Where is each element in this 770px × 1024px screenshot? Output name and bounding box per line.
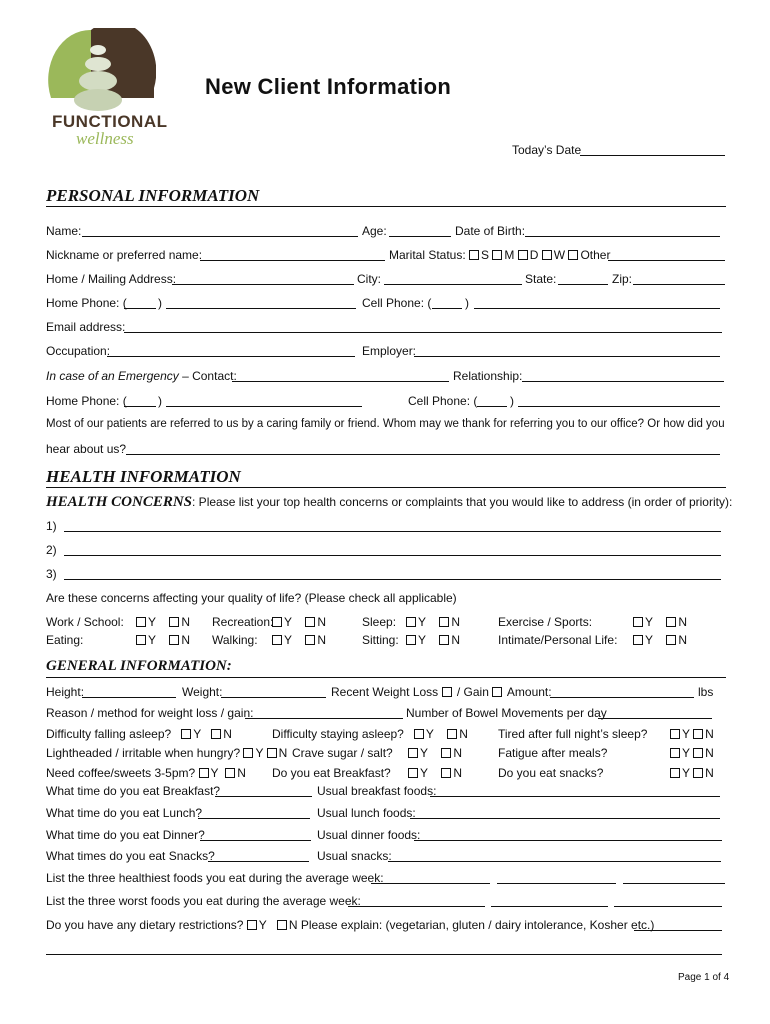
diet-explain-field[interactable] xyxy=(634,930,722,931)
q-fatigue xyxy=(498,746,607,760)
n-label: N xyxy=(317,615,327,629)
y-label: Y xyxy=(255,746,264,760)
emergency-home-phone-field[interactable] xyxy=(166,406,362,407)
home-phone-field[interactable] xyxy=(166,308,356,309)
emergency-contact-field[interactable] xyxy=(232,381,449,382)
walking-label: Walking: xyxy=(212,633,258,647)
sleep-label: Sleep: xyxy=(362,615,397,629)
health-concerns-text: : Please list your top health concerns or complaints that you would like to address (in order of priority): xyxy=(192,495,733,509)
y-label: Y xyxy=(420,766,429,780)
n-label: N xyxy=(237,766,246,780)
email-label: Email address: xyxy=(46,320,126,334)
age-field[interactable] xyxy=(389,236,451,237)
n-label: N xyxy=(451,633,461,647)
email-field[interactable] xyxy=(124,332,722,333)
dob-field[interactable] xyxy=(525,236,720,237)
sleep-y-checkbox[interactable] xyxy=(406,617,416,627)
tired-yn xyxy=(670,727,714,741)
bowel-field[interactable] xyxy=(598,718,712,719)
emergency-cell-phone-field[interactable] xyxy=(518,406,720,407)
n-label: N xyxy=(705,746,714,760)
y-label: Y xyxy=(148,633,157,647)
employer-field[interactable] xyxy=(414,356,720,357)
home-phone-paren: ) xyxy=(158,296,162,310)
snacks-n-checkbox[interactable] xyxy=(693,768,703,778)
marital-w-checkbox[interactable] xyxy=(542,250,552,260)
nickname-field[interactable] xyxy=(200,260,385,261)
concern-2-label: 2) xyxy=(46,543,57,557)
emergency-cell-phone-area-field[interactable] xyxy=(477,406,507,407)
weight-gain-checkbox[interactable] xyxy=(492,687,502,697)
intimate-y-checkbox[interactable] xyxy=(633,635,643,645)
dob-label: Date of Birth: xyxy=(455,224,526,238)
intimate-yn xyxy=(633,633,687,647)
snacks-foods-label: Usual snacks: xyxy=(317,849,392,863)
sitting-n-checkbox[interactable] xyxy=(439,635,449,645)
recreation-y-checkbox[interactable] xyxy=(272,617,282,627)
y-label: Y xyxy=(682,727,690,741)
q-lightheaded xyxy=(46,746,287,760)
home-phone-area-field[interactable] xyxy=(124,308,156,309)
occupation-field[interactable] xyxy=(107,356,355,357)
emergency-italic: In case of an Emergency xyxy=(46,369,179,383)
marital-d-label: D xyxy=(529,248,539,262)
home-phone-label: Home Phone: ( xyxy=(46,296,127,310)
crave-y-checkbox[interactable] xyxy=(408,748,418,758)
lbs-label: lbs xyxy=(698,685,714,699)
state-field[interactable] xyxy=(558,284,608,285)
amount-field[interactable] xyxy=(550,697,694,698)
worst-field-2[interactable] xyxy=(491,906,608,907)
health-heading: HEALTH INFORMATION xyxy=(46,467,241,486)
concern-1-label: 1) xyxy=(46,519,57,533)
reason-field[interactable] xyxy=(245,718,403,719)
n-label: N xyxy=(705,766,714,780)
general-heading: GENERAL INFORMATION: xyxy=(46,658,232,674)
zip-field[interactable] xyxy=(633,284,725,285)
q-staying-asleep xyxy=(272,727,468,741)
referral-text-1: Most of our patients are referred to us by a caring family or friend. Whom may we thank for referring you to our office? Or how did you xyxy=(46,418,725,430)
healthiest-field-1[interactable] xyxy=(371,883,490,884)
y-label: Y xyxy=(682,766,690,780)
falling-asleep-n-checkbox[interactable] xyxy=(211,729,221,739)
y-label: Y xyxy=(258,918,267,932)
n-label: N xyxy=(451,615,461,629)
quality-question: Are these concerns affecting your quality of life? (Please check all applicable) xyxy=(46,591,457,605)
lightheaded-y-checkbox[interactable] xyxy=(243,748,253,758)
occupation-label: Occupation: xyxy=(46,344,111,358)
relationship-label: Relationship: xyxy=(453,369,523,383)
city-label: City: xyxy=(357,272,381,286)
sitting-y-checkbox[interactable] xyxy=(406,635,416,645)
personal-heading-underline xyxy=(46,206,726,207)
crave-n-checkbox[interactable] xyxy=(441,748,451,758)
y-label: Y xyxy=(420,746,429,760)
exercise-n-checkbox[interactable] xyxy=(666,617,676,627)
n-label: N xyxy=(453,766,463,780)
lightheaded-label: Lightheaded / irritable when hungry? xyxy=(46,746,241,760)
fatigue-label: Fatigue after meals? xyxy=(498,746,608,760)
y-label: Y xyxy=(418,633,427,647)
amount-label: Amount: xyxy=(506,685,552,699)
health-concerns-line xyxy=(46,494,732,511)
recreation-n-checkbox[interactable] xyxy=(305,617,315,627)
eating-y-checkbox[interactable] xyxy=(136,635,146,645)
n-label: N xyxy=(223,727,232,741)
breakfast-q-label: Do you eat Breakfast? xyxy=(272,766,391,780)
recreation-yn xyxy=(272,615,326,629)
logo-line2: wellness xyxy=(76,129,134,148)
page-title: New Client Information xyxy=(205,74,452,99)
address-field[interactable] xyxy=(172,284,354,285)
breakfast-yn xyxy=(408,766,462,780)
state-label: State: xyxy=(525,272,557,286)
q-tired xyxy=(498,727,647,741)
walking-n-checkbox[interactable] xyxy=(305,635,315,645)
city-field[interactable] xyxy=(384,284,522,285)
staying-asleep-y-checkbox[interactable] xyxy=(414,729,424,739)
todays-date-label: Today’s Date xyxy=(512,143,582,157)
crave-label: Crave sugar / salt? xyxy=(292,746,393,760)
weight-loss-gain xyxy=(331,685,552,699)
diet-explain-field-2[interactable] xyxy=(46,954,722,955)
staying-asleep-label: Difficulty staying asleep? xyxy=(272,727,404,741)
diet-explain-label: Please explain: (vegetarian, gluten / dairy intolerance, Kosher etc.) xyxy=(300,918,655,932)
worst-field-1[interactable] xyxy=(348,906,485,907)
marital-other-checkbox[interactable] xyxy=(568,250,578,260)
marital-d-checkbox[interactable] xyxy=(518,250,528,260)
emergency-cell-phone-label: Cell Phone: ( xyxy=(408,394,478,408)
y-label: Y xyxy=(284,615,293,629)
n-label: N xyxy=(678,615,688,629)
n-label: N xyxy=(181,615,191,629)
work-yn xyxy=(136,615,190,629)
walking-yn xyxy=(272,633,326,647)
weight-label: Weight: xyxy=(182,685,223,699)
emergency-label xyxy=(46,369,237,383)
q-breakfast xyxy=(272,766,391,780)
work-n-checkbox[interactable] xyxy=(169,617,179,627)
n-label: N xyxy=(453,746,463,760)
fatigue-y-checkbox[interactable] xyxy=(670,748,680,758)
concern-3-field[interactable] xyxy=(64,579,721,580)
lunch-time-label: What time do you eat Lunch? xyxy=(46,806,203,820)
healthiest-field-2[interactable] xyxy=(497,883,616,884)
snacks-yn xyxy=(670,766,714,780)
gain-label: / Gain xyxy=(456,685,489,699)
intimate-label: Intimate/Personal Life: xyxy=(498,633,618,647)
exercise-label: Exercise / Sports: xyxy=(498,615,593,629)
walking-y-checkbox[interactable] xyxy=(272,635,282,645)
y-label: Y xyxy=(425,727,434,741)
y-label: Y xyxy=(645,615,654,629)
fatigue-n-checkbox[interactable] xyxy=(693,748,703,758)
q-coffee xyxy=(46,766,246,780)
healthiest-label: List the three healthiest foods you eat during the average week: xyxy=(46,871,384,885)
breakfast-foods-field[interactable] xyxy=(430,796,720,797)
dinner-time-field[interactable] xyxy=(200,840,311,841)
emergency-rest: – Contact: xyxy=(178,369,237,383)
exercise-yn xyxy=(633,615,687,629)
health-heading-underline xyxy=(46,487,726,488)
breakfast-foods-label: Usual breakfast foods: xyxy=(317,784,437,798)
breakfast-time-field[interactable] xyxy=(215,796,312,797)
concern-2-field[interactable] xyxy=(64,555,721,556)
tired-n-checkbox[interactable] xyxy=(693,729,703,739)
intimate-n-checkbox[interactable] xyxy=(666,635,676,645)
y-label: Y xyxy=(645,633,654,647)
sitting-yn xyxy=(406,633,460,647)
n-label: N xyxy=(278,746,288,760)
dinner-foods-label: Usual dinner foods: xyxy=(317,828,421,842)
marital-status xyxy=(389,248,610,262)
logo-line1: FUNCTIONAL xyxy=(52,112,168,131)
nickname-label: Nickname or preferred name: xyxy=(46,248,203,262)
referral-text-2: hear about us? xyxy=(46,442,127,456)
marital-m-label: M xyxy=(504,248,515,262)
q-snacks xyxy=(498,766,603,780)
y-label: Y xyxy=(284,633,293,647)
coffee-n-checkbox[interactable] xyxy=(225,768,235,778)
y-label: Y xyxy=(210,766,219,780)
n-label: N xyxy=(459,727,468,741)
lunch-foods-label: Usual lunch foods: xyxy=(317,806,416,820)
exercise-y-checkbox[interactable] xyxy=(633,617,643,627)
n-label: N xyxy=(181,633,191,647)
bowel-label: Number of Bowel Movements per day xyxy=(406,706,607,720)
emergency-home-phone-area-field[interactable] xyxy=(124,406,156,407)
falling-asleep-label: Difficulty falling asleep? xyxy=(46,727,172,741)
diet-question: Do you have any dietary restrictions? xyxy=(46,918,244,932)
marital-m-checkbox[interactable] xyxy=(492,250,502,260)
crave-yn xyxy=(408,746,462,760)
referral-field[interactable] xyxy=(126,454,720,455)
tired-y-checkbox[interactable] xyxy=(670,729,680,739)
eating-n-checkbox[interactable] xyxy=(169,635,179,645)
fatigue-yn xyxy=(670,746,714,760)
breakfast-y-checkbox[interactable] xyxy=(408,768,418,778)
falling-asleep-y-checkbox[interactable] xyxy=(181,729,191,739)
marital-s-checkbox[interactable] xyxy=(469,250,479,260)
weight-loss-checkbox[interactable] xyxy=(442,687,452,697)
lightheaded-n-checkbox[interactable] xyxy=(267,748,277,758)
n-label: N xyxy=(288,918,298,932)
weight-field[interactable] xyxy=(221,697,326,698)
personal-heading: PERSONAL INFORMATION xyxy=(46,186,260,205)
page-number: Page 1 of 4 xyxy=(678,972,730,983)
health-concerns-label: HEALTH CONCERNS xyxy=(46,494,193,510)
snacks-foods-field[interactable] xyxy=(388,861,721,862)
emergency-cell-phone-paren: ) xyxy=(510,394,514,408)
marital-other-label: Other xyxy=(580,248,611,262)
y-label: Y xyxy=(418,615,427,629)
coffee-y-checkbox[interactable] xyxy=(199,768,209,778)
emergency-home-phone-paren: ) xyxy=(158,394,162,408)
healthiest-field-3[interactable] xyxy=(623,883,725,884)
q-crave xyxy=(292,746,393,760)
lunch-foods-field[interactable] xyxy=(410,818,720,819)
marital-w-label: W xyxy=(553,248,566,262)
n-label: N xyxy=(678,633,688,647)
snacks-time-field[interactable] xyxy=(208,861,309,862)
snacks-time-label: What times do you eat Snacks? xyxy=(46,849,215,863)
eating-label: Eating: xyxy=(46,633,84,647)
work-label: Work / School: xyxy=(46,615,124,629)
n-label: N xyxy=(317,633,327,647)
worst-label: List the three worst foods you eat during the average week: xyxy=(46,894,361,908)
reason-label: Reason / method for weight loss / gain: xyxy=(46,706,254,720)
breakfast-n-checkbox[interactable] xyxy=(441,768,451,778)
dinner-foods-field[interactable] xyxy=(414,840,722,841)
tired-label: Tired after full night’s sleep? xyxy=(498,727,648,741)
concern-1-field[interactable] xyxy=(64,531,721,532)
marital-label: Marital Status: xyxy=(389,248,466,262)
cell-phone-paren: ) xyxy=(465,296,469,310)
breakfast-time-label: What time do you eat Breakfast? xyxy=(46,784,221,798)
recent-weight-label: Recent Weight Loss xyxy=(331,685,439,699)
name-field[interactable] xyxy=(82,236,358,237)
height-field[interactable] xyxy=(82,697,176,698)
y-label: Y xyxy=(682,746,690,760)
height-label: Height: xyxy=(46,685,85,699)
address-label: Home / Mailing Address: xyxy=(46,272,177,286)
sitting-label: Sitting: xyxy=(362,633,399,647)
recreation-label: Recreation: xyxy=(212,615,274,629)
marital-s-label: S xyxy=(481,248,490,262)
age-label: Age: xyxy=(362,224,387,238)
todays-date-field[interactable] xyxy=(580,155,725,156)
cell-phone-area-field[interactable] xyxy=(432,308,462,309)
cell-phone-label: Cell Phone: ( xyxy=(362,296,432,310)
cell-phone-field[interactable] xyxy=(474,308,720,309)
diet-y-checkbox[interactable] xyxy=(247,920,257,930)
worst-field-3[interactable] xyxy=(614,906,722,907)
work-y-checkbox[interactable] xyxy=(136,617,146,627)
staying-asleep-n-checkbox[interactable] xyxy=(447,729,457,739)
diet-n-checkbox[interactable] xyxy=(277,920,287,930)
emergency-home-phone-label: Home Phone: ( xyxy=(46,394,127,408)
q-falling-asleep xyxy=(46,727,232,741)
marital-other-field[interactable] xyxy=(608,260,725,261)
sleep-yn xyxy=(406,615,460,629)
general-heading-underline xyxy=(46,677,726,678)
relationship-field[interactable] xyxy=(522,381,724,382)
dinner-time-label: What time do you eat Dinner? xyxy=(46,828,205,842)
lunch-time-field[interactable] xyxy=(198,818,310,819)
concern-3-label: 3) xyxy=(46,567,57,581)
eating-yn xyxy=(136,633,190,647)
employer-label: Employer: xyxy=(362,344,417,358)
y-label: Y xyxy=(193,727,202,741)
zip-label: Zip: xyxy=(612,272,633,286)
coffee-label: Need coffee/sweets 3-5pm? xyxy=(46,766,196,780)
sleep-n-checkbox[interactable] xyxy=(439,617,449,627)
snacks-y-checkbox[interactable] xyxy=(670,768,680,778)
diet-row xyxy=(46,918,654,932)
y-label: Y xyxy=(148,615,157,629)
snacks-q-label: Do you eat snacks? xyxy=(498,766,604,780)
name-label: Name: xyxy=(46,224,82,238)
n-label: N xyxy=(705,727,714,741)
